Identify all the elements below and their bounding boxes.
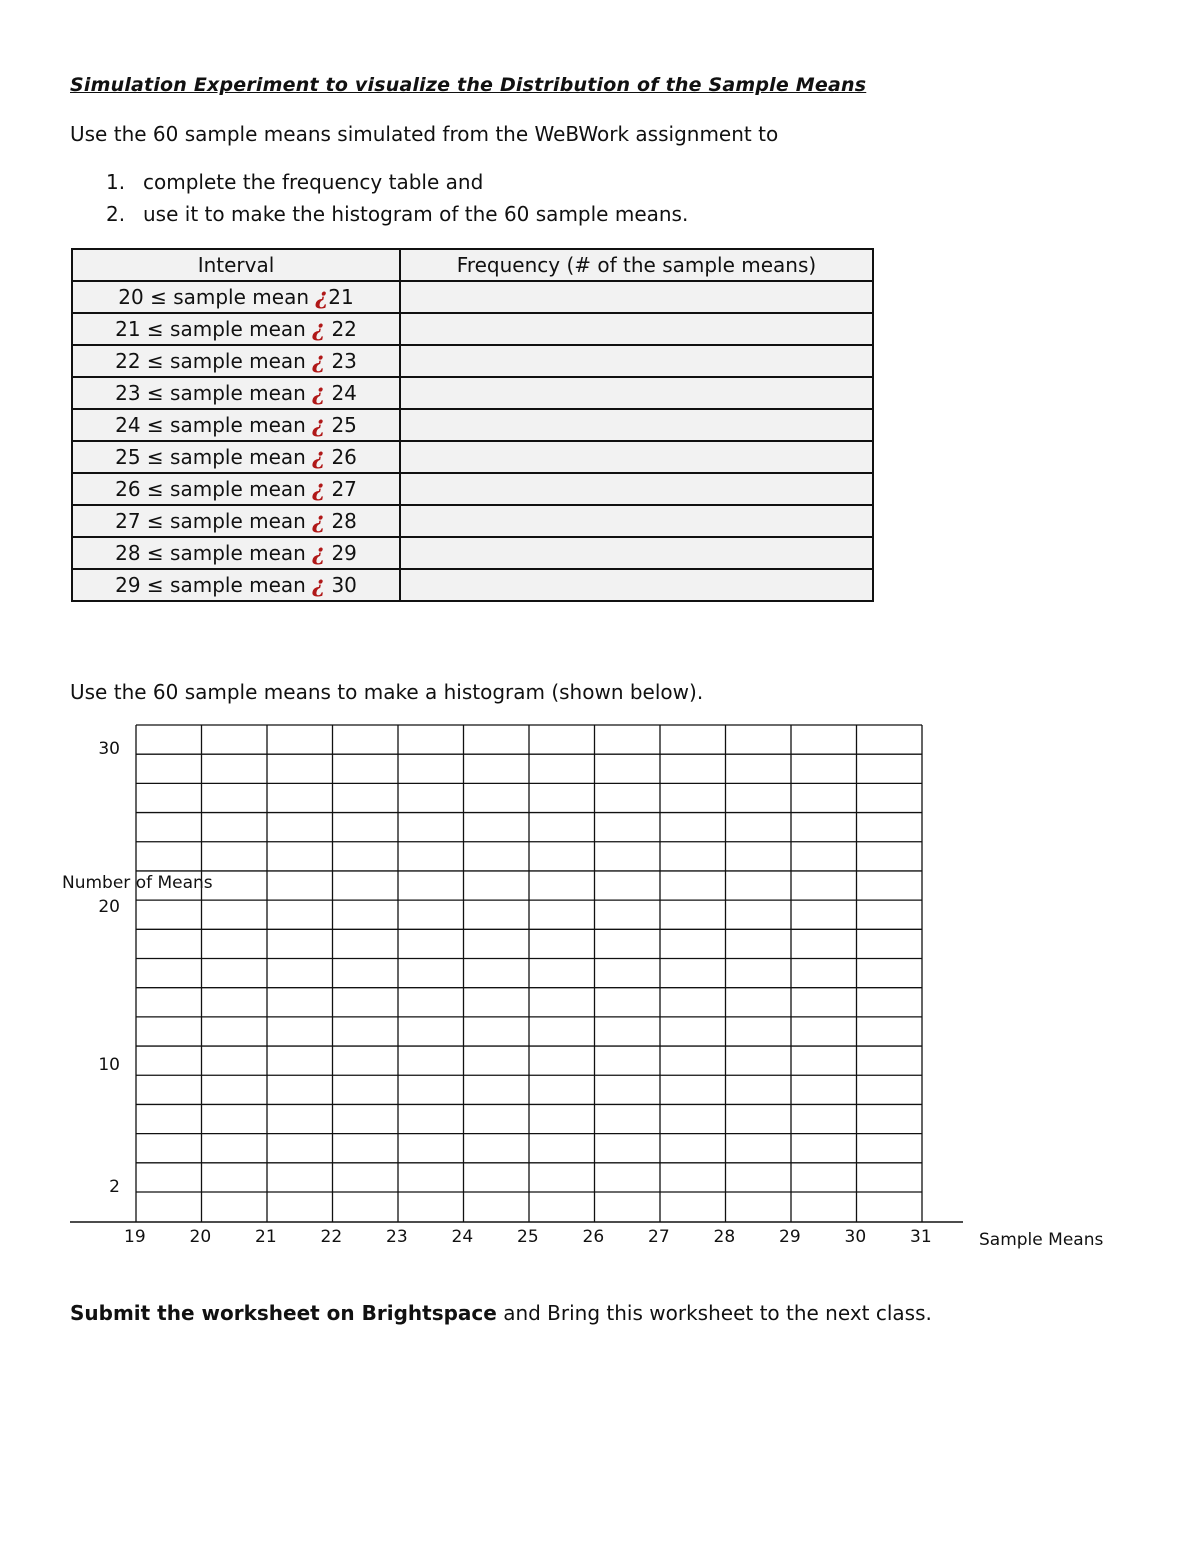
garbled-symbol: ¿ <box>315 284 329 310</box>
step-2-text: use it to make the histogram of the 60 sample means. <box>143 202 689 226</box>
x-tick-label: 29 <box>779 1227 801 1247</box>
x-tick-label: 26 <box>582 1227 605 1247</box>
interval-end: 27 <box>331 477 357 501</box>
x-axis-label: Sample Means <box>979 1230 1104 1250</box>
interval-start: 28 ≤ sample mean <box>115 541 306 565</box>
x-tick-label: 31 <box>910 1227 932 1247</box>
garbled-symbol: ¿ <box>312 508 326 534</box>
step-1-number: 1. <box>106 170 126 194</box>
step-2-number: 2. <box>106 202 126 226</box>
step-1-text: complete the frequency table and <box>143 170 484 194</box>
garbled-symbol: ¿ <box>312 412 326 438</box>
garbled-symbol: ¿ <box>312 444 326 470</box>
garbled-symbol: ¿ <box>312 348 326 374</box>
x-tick-label: 21 <box>255 1227 277 1247</box>
interval-end: 30 <box>331 573 357 597</box>
interval-end: 22 <box>331 317 357 341</box>
interval-header: Interval <box>72 249 400 281</box>
interval-start: 25 ≤ sample mean <box>115 445 306 469</box>
histogram-intro: Use the 60 sample means to make a histogram (shown below). <box>70 680 704 704</box>
footer-instruction <box>70 1301 932 1325</box>
worksheet-title: Simulation Experiment to visualize the Distribution of the Sample Means <box>70 74 867 96</box>
x-tick-label: 27 <box>648 1227 670 1247</box>
x-tick-label: 28 <box>713 1227 736 1247</box>
footer-rest-text: and Bring this worksheet to the next class. <box>496 1301 932 1325</box>
interval-start: 22 ≤ sample mean <box>115 349 306 373</box>
interval-end: 25 <box>331 413 357 437</box>
y-tick-label: 10 <box>98 1055 120 1075</box>
interval-start: 21 ≤ sample mean <box>115 317 306 341</box>
interval-end: 29 <box>331 541 357 565</box>
x-tick-label: 19 <box>124 1227 146 1247</box>
garbled-symbol: ¿ <box>312 380 326 406</box>
interval-start: 24 ≤ sample mean <box>115 413 306 437</box>
x-tick-label: 24 <box>451 1227 474 1247</box>
interval-end: 24 <box>331 381 357 405</box>
x-tick-label: 30 <box>844 1227 867 1247</box>
footer-bold-text: Submit the worksheet on Brightspace <box>70 1301 497 1325</box>
x-tick-label: 23 <box>386 1227 408 1247</box>
interval-start: 20 ≤ sample mean <box>118 285 309 309</box>
x-tick-label: 20 <box>189 1227 212 1247</box>
garbled-symbol: ¿ <box>312 476 326 502</box>
interval-start: 29 ≤ sample mean <box>115 573 306 597</box>
interval-end: 26 <box>331 445 357 469</box>
y-tick-label: 20 <box>98 897 120 917</box>
garbled-symbol: ¿ <box>312 316 326 342</box>
x-tick-label: 22 <box>320 1227 343 1247</box>
interval-end: 28 <box>331 509 357 533</box>
interval-start: 23 ≤ sample mean <box>115 381 306 405</box>
y-tick-label: 30 <box>98 739 120 759</box>
garbled-symbol: ¿ <box>312 572 326 598</box>
garbled-symbol: ¿ <box>312 540 326 566</box>
y-tick-label: 2 <box>109 1177 120 1197</box>
interval-start: 26 ≤ sample mean <box>115 477 306 501</box>
interval-start: 27 ≤ sample mean <box>115 509 306 533</box>
y-axis-label: Number of Means <box>62 873 213 893</box>
interval-end: 23 <box>331 349 357 373</box>
x-tick-label: 25 <box>517 1227 539 1247</box>
intro-text: Use the 60 sample means simulated from the WeBWork assignment to <box>70 122 779 146</box>
frequency-header: Frequency (# of the sample means) <box>400 249 873 281</box>
interval-end: 21 <box>328 285 354 309</box>
